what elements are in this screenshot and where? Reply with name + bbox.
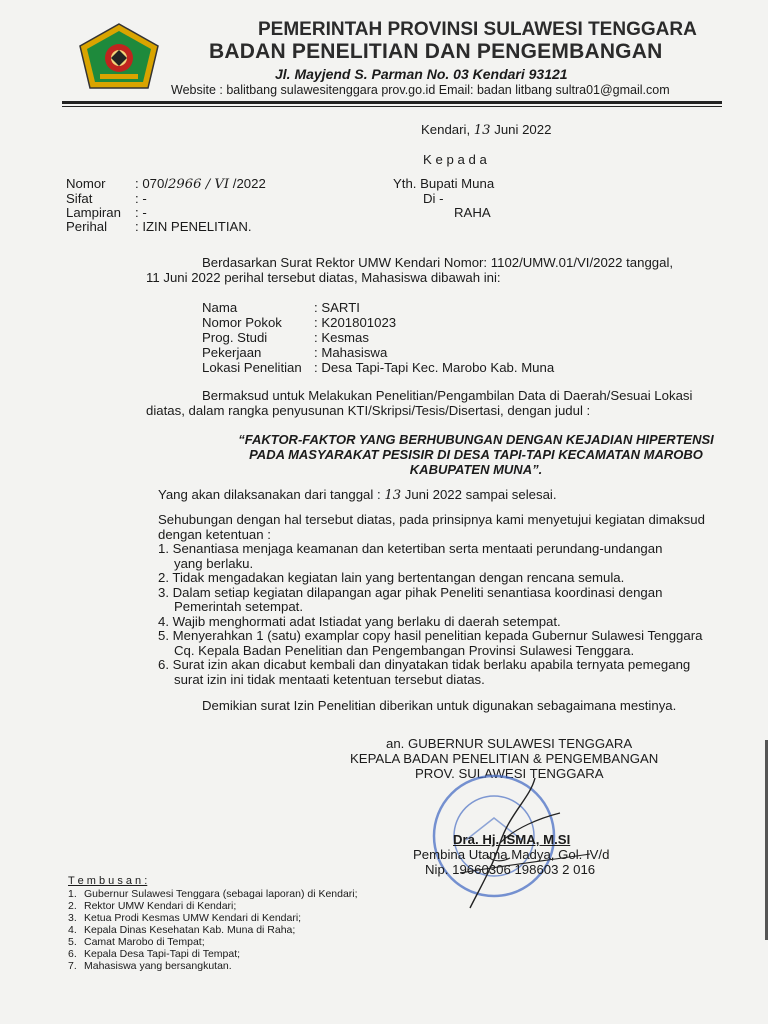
recipient-line-1: Yth. Bupati Muna — [393, 176, 495, 191]
header-agency-name: BADAN PENELITIAN DAN PENGEMBANGAN — [209, 40, 663, 63]
purpose-line-2: diatas, dalam rangka penyusunan KTI/Skripsi/Tesis/Disertasi, dengan judul : — [146, 403, 591, 418]
condition-item: 6. Surat izin akan dicabut kembali dan dinyatakan tidak berlaku apabila ternyata pemegang — [158, 657, 691, 672]
perihal-value: : IZIN PENELITIAN. — [135, 219, 252, 234]
closing-statement: Demikian surat Izin Penelitian diberikan untuk digunakan sebagaimana mestinya. — [202, 698, 677, 713]
header-rule-thin — [62, 106, 722, 107]
cc-item: 1. Gubernur Sulawesi Tenggara (sebagai laporan) di Kendari; — [68, 888, 358, 900]
condition-intro-1: Sehubungan dengan hal tersebut diatas, pada prinsipnya kami menyetujui kegiatan dimaksud — [158, 512, 705, 527]
signatory-line-1: an. GUBERNUR SULAWESI TENGGARA — [386, 736, 633, 751]
condition-item: 2. Tidak mengadakan kegiatan lain yang bertentangan dengan rencana semula. — [158, 570, 625, 585]
student-value: : SARTI — [314, 300, 360, 315]
perihal-label: Perihal — [66, 219, 108, 234]
condition-item-cont: surat izin ini tidak mentaati ketentuan tersebut diatas. — [174, 672, 485, 687]
cc-title: T e m b u s a n : — [68, 875, 148, 887]
condition-item: 5. Menyerahkan 1 (satu) examplar copy hasil penelitian kepada Gubernur Sulawesi Tenggara — [158, 628, 703, 643]
condition-item: 3. Dalam setiap kegiatan dilapangan agar pihak Peneliti senantiasa koordinasi dengan — [158, 585, 663, 600]
execution-date: Yang akan dilaksanakan dari tanggal : 13 Juni 2022 sampai selesai. — [158, 487, 557, 503]
student-value: : Kesmas — [314, 330, 369, 345]
cc-item: 3. Ketua Prodi Kesmas UMW Kendari di Kendari; — [68, 912, 302, 924]
signatory-line-2: KEPALA BADAN PENELITIAN & PENGEMBANGAN — [350, 751, 659, 766]
cc-item: 4. Kepala Dinas Kesehatan Kab. Muna di Raha; — [68, 924, 296, 936]
research-title-line-2: PADA MASYARAKAT PESISIR DI DESA TAPI-TAPI KECAMATAN MAROBO — [249, 447, 703, 462]
student-value: : Mahasiswa — [314, 345, 388, 360]
sifat-value: : - — [135, 191, 147, 206]
recipient-line-3: RAHA — [454, 205, 491, 220]
student-label: Prog. Studi — [202, 330, 268, 345]
purpose-line-1: Bermaksud untuk Melakukan Penelitian/Pengambilan Data di Daerah/Sesuai Lokasi — [202, 388, 693, 403]
header-contact: Website : balitbang sulawesitenggara prov.go.id Email: badan litbang sultra01@gmail.com — [171, 83, 670, 97]
research-title-line-3: KABUPATEN MUNA”. — [409, 462, 543, 477]
handwritten-signature — [440, 758, 620, 918]
signatory-rank: Pembina Utama Madya, Gol. IV/d — [413, 847, 610, 862]
intro-line-2: 11 Juni 2022 perihal tersebut diatas, Mahasiswa dibawah ini: — [146, 270, 501, 285]
signatory-line-3: PROV. SULAWESI TENGGARA — [415, 766, 604, 781]
student-value: : Desa Tapi-Tapi Kec. Marobo Kab. Muna — [314, 360, 555, 375]
condition-item-cont: Cq. Kepala Badan Penelitian dan Pengembangan Provinsi Sulawesi Tenggara. — [174, 643, 635, 658]
condition-item-cont: yang berlaku. — [174, 556, 254, 571]
condition-intro-2: dengan ketentuan : — [158, 527, 271, 542]
student-label: Nama — [202, 300, 238, 315]
letter-date: Kendari, 13 Juni 2022 — [421, 122, 552, 138]
nomor-label: Nomor — [66, 176, 106, 191]
condition-item-cont: Pemerintah setempat. — [174, 599, 304, 614]
cc-item: 7. Mahasiswa yang bersangkutan. — [68, 960, 232, 972]
cc-item: 2. Rektor UMW Kendari di Kendari; — [68, 900, 237, 912]
student-value: : K201801023 — [314, 315, 397, 330]
kepada-label: K e p a d a — [423, 152, 487, 167]
header-address: Jl. Mayjend S. Parman No. 03 Kendari 93121 — [275, 66, 568, 82]
cc-item: 6. Kepala Desa Tapi-Tapi di Tempat; — [68, 948, 241, 960]
student-label: Nomor Pokok — [202, 315, 282, 330]
intro-line-1: Berdasarkan Surat Rektor UMW Kendari Nomor: 1102/UMW.01/VI/2022 tanggal, — [202, 255, 674, 270]
sifat-label: Sifat — [66, 191, 93, 206]
header-rule-thick — [62, 101, 722, 104]
lampiran-value: : - — [135, 205, 147, 220]
condition-item: 1. Senantiasa menjaga keamanan dan ketertiban serta mentaati perundang-undangan — [158, 541, 663, 556]
nomor-value: : 070/2966 / VI /2022 — [135, 176, 266, 192]
cc-item: 5. Camat Marobo di Tempat; — [68, 936, 205, 948]
student-label: Pekerjaan — [202, 345, 262, 360]
recipient-line-2: Di - — [423, 191, 444, 206]
condition-item: 4. Wajib menghormati adat Istiadat yang berlaku di daerah setempat. — [158, 614, 561, 629]
lampiran-label: Lampiran — [66, 205, 121, 220]
research-title-line-1: “FAKTOR-FAKTOR YANG BERHUBUNGAN DENGAN KEJADIAN HIPERTENSI — [238, 432, 714, 447]
province-emblem-logo — [78, 22, 160, 92]
student-label: Lokasi Penelitian — [202, 360, 302, 375]
signatory-nip: Nip. 19660306 198603 2 016 — [425, 862, 596, 877]
signatory-name: Dra. Hj. ISMA, M.SI — [453, 832, 571, 847]
header-government-name: PEMERINTAH PROVINSI SULAWESI TENGGARA — [258, 19, 697, 40]
